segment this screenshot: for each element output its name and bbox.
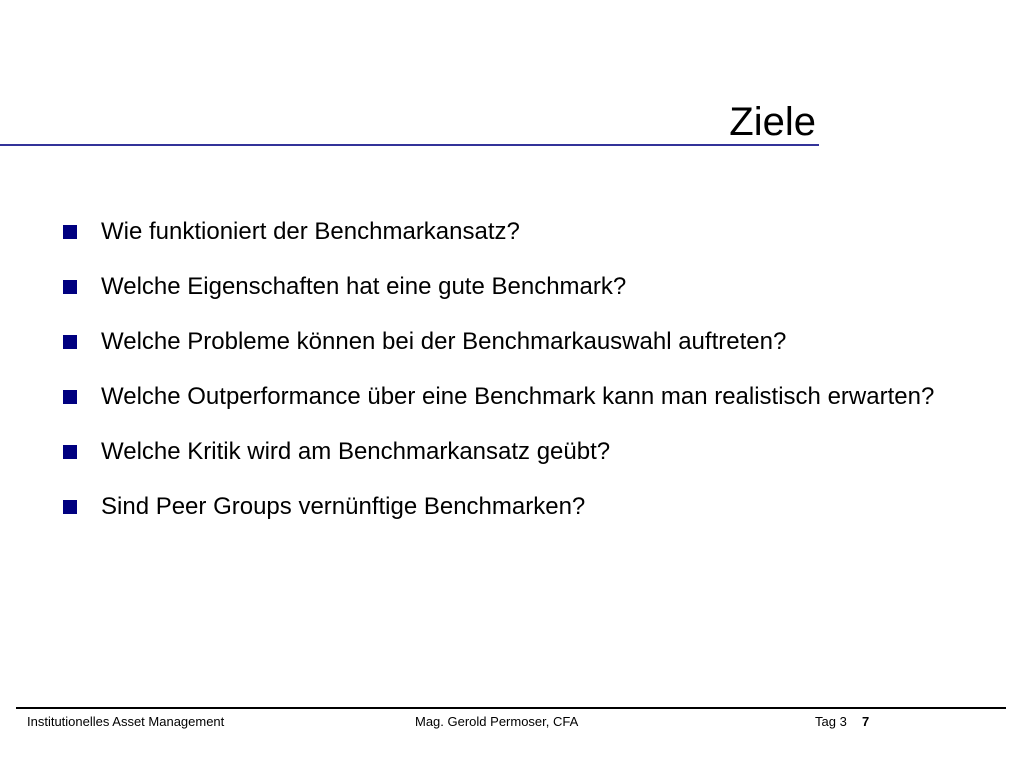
bullet-text: Sind Peer Groups vernünftige Benchmarken? <box>101 493 586 520</box>
square-bullet-icon <box>63 280 77 294</box>
list-item <box>62 436 962 468</box>
square-bullet-icon <box>63 335 77 349</box>
footer-author: Mag. Gerold Permoser, CFA <box>415 714 579 729</box>
list-item <box>62 216 962 248</box>
bullet-list <box>62 216 962 546</box>
square-bullet-icon <box>63 500 77 514</box>
bullet-text: Welche Kritik wird am Benchmarkansatz geübt? <box>101 438 611 465</box>
list-item <box>62 271 962 303</box>
slide-title: Ziele <box>729 100 816 144</box>
bullet-text: Wie funktioniert der Benchmarkansatz? <box>101 218 520 245</box>
bullet-text: Welche Probleme können bei der Benchmarkauswahl auftreten? <box>101 328 787 355</box>
bullet-text: Welche Eigenschaften hat eine gute Benchmark? <box>101 273 627 300</box>
footer-divider <box>16 707 1006 709</box>
footer-day: Tag 3 <box>815 714 847 729</box>
square-bullet-icon <box>63 445 77 459</box>
bullet-text: Welche Outperformance über eine Benchmark kann man realistisch erwarten? <box>101 383 935 410</box>
square-bullet-icon <box>63 390 77 404</box>
list-item <box>62 491 962 523</box>
square-bullet-icon <box>63 225 77 239</box>
footer-course: Institutionelles Asset Management <box>27 714 225 729</box>
list-item <box>62 381 962 413</box>
page-number: 7 <box>862 714 870 729</box>
list-item <box>62 326 962 358</box>
title-divider <box>0 144 819 146</box>
